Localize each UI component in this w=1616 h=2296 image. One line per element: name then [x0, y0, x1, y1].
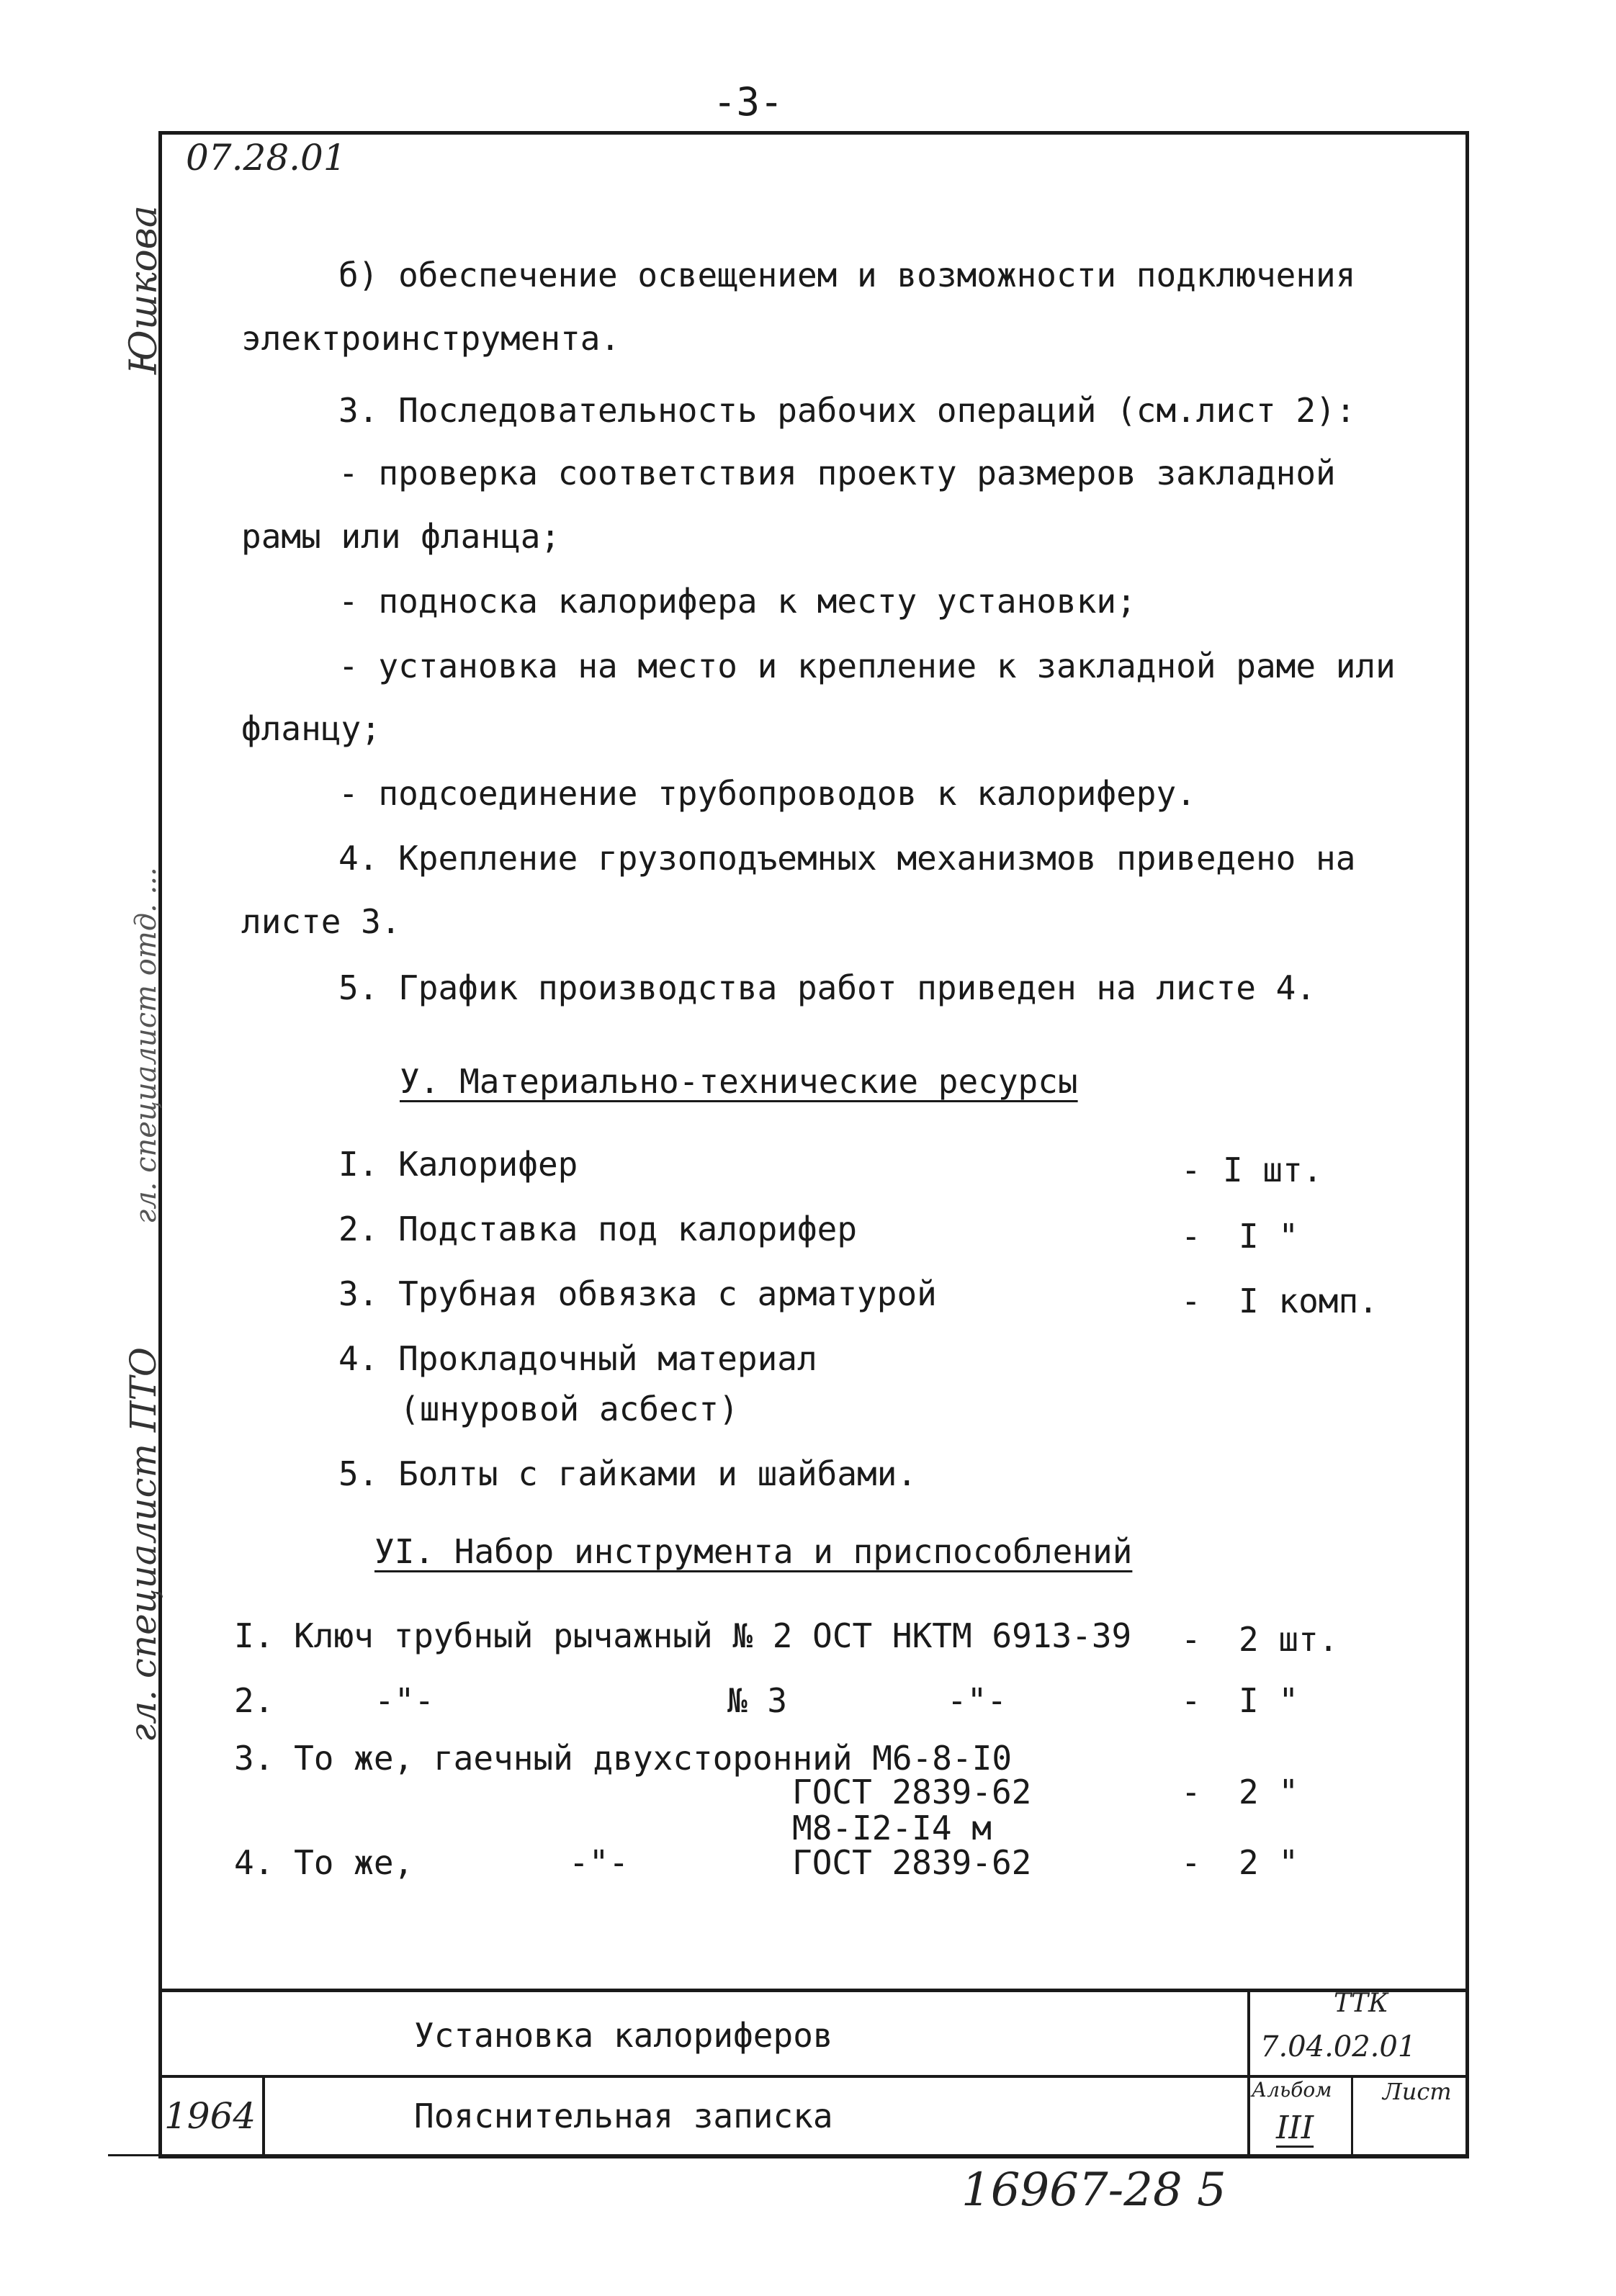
page-number: -3- [713, 79, 784, 125]
section3-item4: - подсоединение трубопроводов к калориферу. [338, 774, 1196, 813]
tool-row-3-dash: - [1181, 1773, 1201, 1811]
resource-item-2: 2. Подставка под калорифер [338, 1210, 858, 1248]
tool-row-4-pre: М8-I2-I4 м [792, 1809, 992, 1847]
tool-row-1-qty: 2 шт. [1239, 1620, 1339, 1659]
title-block-title: Установка калориферов [414, 2016, 833, 2055]
section4-line1: 4. Крепление грузоподъемных механизмов приведено на [338, 839, 1356, 878]
title-block-code: 7.04.02.01 [1260, 2030, 1417, 2063]
title-block-subtitle: Пояснительная записка [414, 2097, 833, 2135]
margin-note-low: гл. специалист ПТО [122, 1347, 164, 1742]
tool-row-2-ditto2: -"- [947, 1681, 1007, 1720]
section-v-heading: У. Материально-технические ресурсы [400, 1062, 1078, 1101]
tool-row-1-dash: - [1181, 1620, 1201, 1659]
resource-item-3-qty: I комп. [1239, 1282, 1378, 1320]
footer-number: 16967-28 5 [961, 2164, 1226, 2217]
resource-item-2-qty: I " [1239, 1217, 1299, 1256]
margin-note-top: Юшкова [122, 205, 166, 374]
resource-item-1-dash: - [1181, 1151, 1201, 1189]
resource-item-1: I. Калорифер [338, 1145, 578, 1184]
tool-row-2-qty: I " [1239, 1681, 1299, 1720]
resource-item-5: 5. Болты с гайками и шайбами. [338, 1454, 917, 1493]
title-block-right-divider [1247, 1989, 1250, 2158]
section3-item3-line1: - установка на место и крепление к закладной раме или [338, 647, 1396, 685]
section3-item1-line1: - проверка соответствия проекту размеров закладной [338, 454, 1336, 492]
para-b-line1: б) обеспечение освещением и возможности подключения [338, 256, 1356, 294]
resource-item-1-qty: I шт. [1223, 1151, 1323, 1189]
tool-row-2: 2. [234, 1681, 274, 1720]
title-block-album-label: Альбом [1252, 2078, 1332, 2102]
tool-row-3: 3. То же, гаечный двухсторонний М6-8-I0 [234, 1739, 1013, 1778]
title-block-top-line [158, 1989, 1469, 1992]
title-block-album-value: III [1276, 2110, 1314, 2146]
section3-item3-line2: фланцу; [241, 709, 381, 748]
doc-code-corner: 07.28.01 [186, 137, 346, 179]
resource-item-3-dash: - [1181, 1282, 1201, 1320]
tool-row-1: I. Ключ трубный рычажный № 2 ОСТ НКТМ 6913-39 [234, 1616, 1132, 1655]
title-block-year-divider [262, 2075, 265, 2158]
tool-row-2-ditto1: -"- [374, 1681, 435, 1720]
margin-note-mid: гл. специалист отд. ... [130, 867, 163, 1224]
tool-row-2-num: № 3 [727, 1681, 788, 1720]
section-vi-heading: УI. Набор инструмента и приспособлений [374, 1532, 1133, 1571]
title-block-album-divider [1351, 2075, 1353, 2158]
resource-item-4-line2: (шнуровой асбест) [400, 1390, 739, 1428]
section4-line2: листе 3. [241, 902, 401, 941]
para-b-line2: электроинструмента. [241, 319, 621, 358]
tool-row-3-qty: 2 " [1239, 1773, 1299, 1811]
title-block-sheet-label: Лист [1383, 2078, 1452, 2105]
section3-item1-line2: рамы или фланца; [241, 517, 561, 556]
resource-item-2-dash: - [1181, 1217, 1201, 1256]
resource-item-3: 3. Трубная обвязка с арматурой [338, 1274, 937, 1313]
tool-row-4-dash: - [1181, 1843, 1201, 1882]
tool-row-4-qty: 2 " [1239, 1843, 1299, 1882]
tool-row-3-sub: ГОСТ 2839-62 [792, 1773, 1032, 1811]
tool-row-2-dash: - [1181, 1681, 1201, 1720]
title-block-year: 1964 [164, 2095, 256, 2137]
resource-item-4: 4. Прокладочный материал [338, 1339, 817, 1378]
tool-row-4-ditto1: -"- [569, 1843, 629, 1882]
section3-item2: - подноска калорифера к месту установки; [338, 582, 1136, 621]
tool-row-4: 4. То же, [234, 1843, 414, 1882]
tool-row-4-sub: ГОСТ 2839-62 [792, 1843, 1032, 1882]
section3-title: 3. Последовательность рабочих операций (см.лист 2): [338, 391, 1356, 430]
section5: 5. График производства работ приведен на листе 4. [338, 968, 1316, 1007]
title-block-ttk: ТТК [1334, 1989, 1388, 2018]
footer-rule [108, 2154, 1469, 2156]
